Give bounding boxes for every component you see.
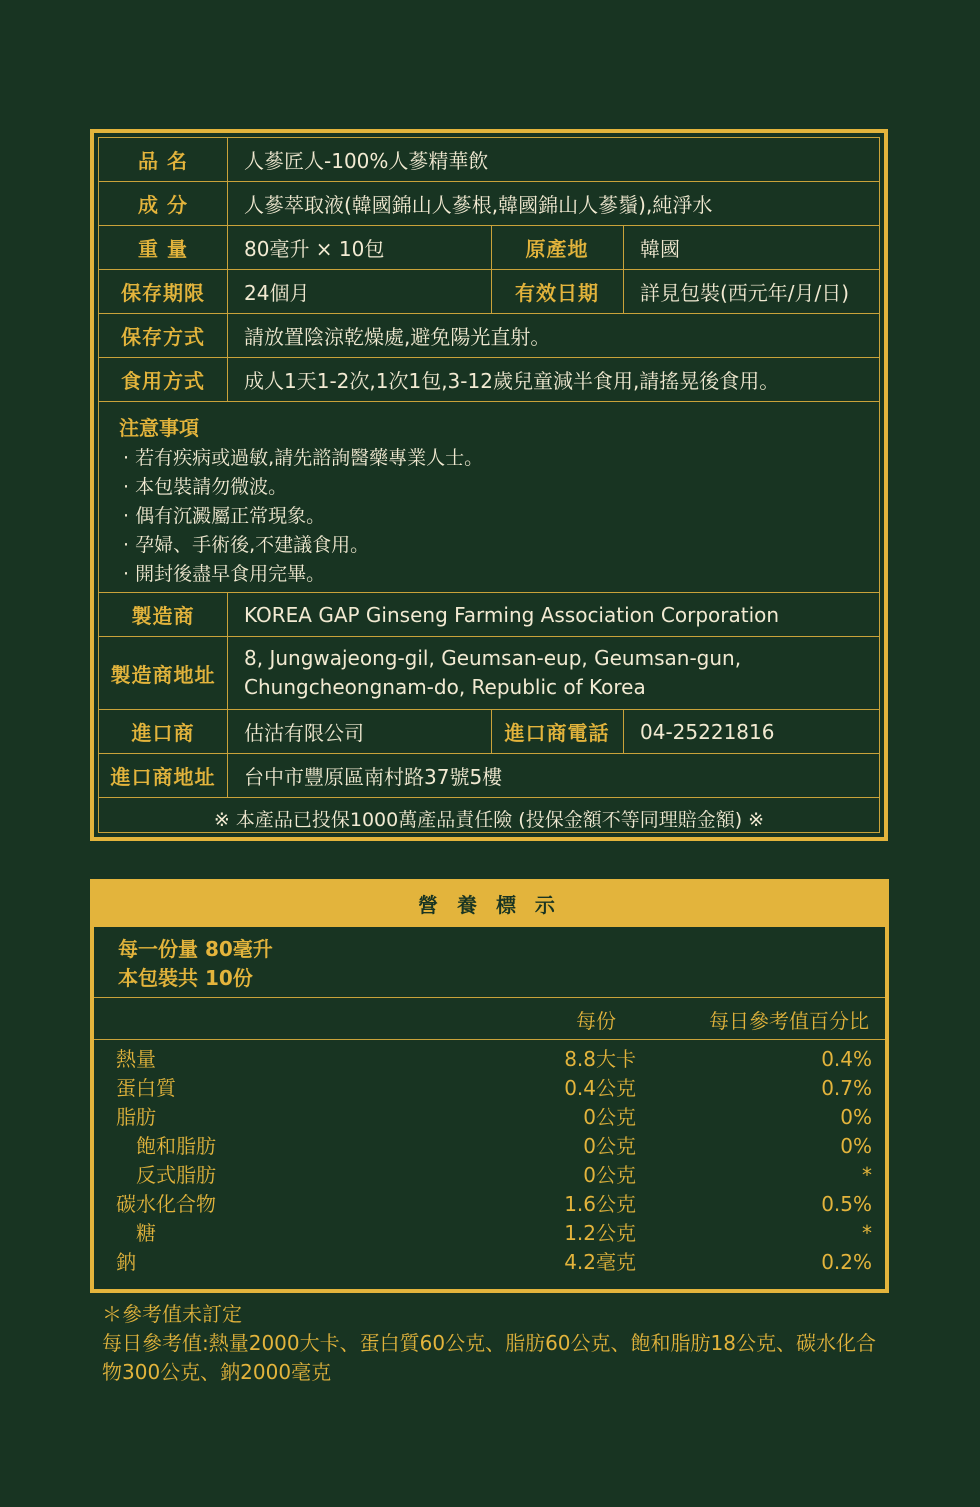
storage-value: 請放置陰涼乾燥處,避免陽光直射。 <box>244 325 551 349</box>
importer-address-label: 進口商地址 <box>110 765 216 789</box>
notes-item: · 若有疾病或過敏,請先諮詢醫藥專業人士。 <box>119 444 879 473</box>
table-row <box>116 1132 872 1161</box>
nutrient-daily-pct: * <box>862 1163 872 1187</box>
table-row <box>116 1074 872 1103</box>
product-name-value: 人蔘匠人-100%人蔘精華飲 <box>244 149 489 173</box>
manufacturer-address-line1: 8, Jungwajeong-gil, Geumsan-eup, Geumsan-gun, <box>244 646 742 670</box>
table-row <box>116 1045 872 1074</box>
importer-address-value: 台中市豐原區南村路37號5樓 <box>244 765 503 789</box>
row-storage <box>99 314 879 358</box>
manufacturer-address-line2: Chungcheongnam-do, Republic of Korea <box>244 675 646 699</box>
servings-per-package: 本包裝共 10份 <box>118 966 253 990</box>
weight-value: 80毫升 × 10包 <box>244 237 385 261</box>
manufacturer-value: KOREA GAP Ginseng Farming Association Corporation <box>244 602 780 627</box>
row-manufacturer-address <box>99 637 879 710</box>
nutrition-footnotes <box>102 1300 902 1387</box>
shelf-life-value: 24個月 <box>244 281 310 305</box>
nutrient-name: 反式脂肪 <box>136 1163 216 1187</box>
insurance-note: ※ 本產品已投保1000萬產品責任險 (投保金額不等同理賠金額) ※ <box>213 808 765 831</box>
nutrient-name: 脂肪 <box>116 1105 156 1129</box>
nutrient-amount: 1.2公克 <box>564 1221 636 1245</box>
manufacturer-address-value <box>227 637 879 709</box>
manufacturer-label: 製造商 <box>131 604 195 628</box>
nutrient-daily-pct: 0% <box>840 1134 872 1158</box>
nutrient-daily-pct: 0.7% <box>821 1076 872 1100</box>
table-row <box>116 1161 872 1190</box>
ingredients-value: 人蔘萃取液(韓國錦山人蔘根,韓國錦山人蔘鬚),純淨水 <box>244 193 713 217</box>
ingredients-label: 成 分 <box>138 193 188 217</box>
row-importer <box>99 710 879 754</box>
usage-label: 食用方式 <box>121 369 205 393</box>
usage-value: 成人1天1-2次,1次1包,3-12歲兒童減半食用,請搖晃後食用。 <box>244 369 780 393</box>
notes-item: · 孕婦、手術後,不建議食用。 <box>119 531 879 560</box>
notes-title: 注意事項 <box>119 416 199 440</box>
row-notes <box>99 402 879 593</box>
importer-value: 估沽有限公司 <box>244 721 364 745</box>
nutrition-title: 營 養 標 示 <box>94 879 885 927</box>
nutrition-rows <box>116 1045 872 1277</box>
col-per-serving: 每份 <box>576 1009 616 1033</box>
table-row <box>116 1190 872 1219</box>
importer-phone-value: 04-25221816 <box>640 719 775 744</box>
notes-item: · 偶有沉澱屬正常現象。 <box>119 502 879 531</box>
row-insurance <box>99 798 879 838</box>
nutrient-amount: 8.8大卡 <box>564 1047 636 1071</box>
origin-label: 原產地 <box>525 237 589 261</box>
storage-label: 保存方式 <box>121 325 205 349</box>
nutrient-amount: 0公克 <box>583 1163 636 1187</box>
shelf-life-label: 保存期限 <box>121 281 205 305</box>
footnote-reference: ＊參考值未訂定 <box>102 1302 242 1326</box>
notes-block <box>99 402 879 589</box>
col-daily-value: 每日參考值百分比 <box>709 1009 869 1033</box>
importer-label: 進口商 <box>131 721 195 745</box>
expiry-value: 詳見包裝(西元年/月/日) <box>640 281 850 305</box>
table-row <box>116 1219 872 1248</box>
nutrient-amount: 0.4公克 <box>564 1076 636 1100</box>
row-manufacturer <box>99 593 879 637</box>
nutrient-amount: 0公克 <box>583 1134 636 1158</box>
table-row <box>116 1103 872 1132</box>
nutrient-daily-pct: * <box>862 1221 872 1245</box>
footnote-daily-values: 每日參考值:熱量2000大卡、蛋白質60公克、脂肪60公克、飽和脂肪18公克、碳水化合物300公克、鈉2000毫克 <box>102 1331 876 1384</box>
row-weight-origin <box>99 226 879 270</box>
nutrient-amount: 1.6公克 <box>564 1192 636 1216</box>
weight-label: 重 量 <box>138 237 188 261</box>
row-shelf-life-expiry <box>99 270 879 314</box>
nutrient-name: 碳水化合物 <box>116 1192 216 1216</box>
nutrient-daily-pct: 0% <box>840 1105 872 1129</box>
product-info-table <box>90 129 888 841</box>
nutrient-daily-pct: 0.2% <box>821 1250 872 1274</box>
origin-value: 韓國 <box>640 237 680 261</box>
serving-info <box>118 935 273 993</box>
row-usage <box>99 358 879 402</box>
nutrition-table <box>90 879 889 1293</box>
importer-phone-label: 進口商電話 <box>504 721 610 745</box>
nutrient-name: 糖 <box>136 1221 156 1245</box>
nutrient-amount: 4.2毫克 <box>564 1250 636 1274</box>
expiry-label: 有效日期 <box>515 281 599 305</box>
serving-size: 每一份量 80毫升 <box>118 937 273 961</box>
notes-item: · 開封後盡早食用完畢。 <box>119 560 879 589</box>
row-product-name <box>99 138 879 182</box>
row-ingredients <box>99 182 879 226</box>
row-importer-address <box>99 754 879 798</box>
manufacturer-address-label: 製造商地址 <box>110 662 216 687</box>
nutrient-name: 飽和脂肪 <box>136 1134 216 1158</box>
nutrient-amount: 0公克 <box>583 1105 636 1129</box>
table-row <box>116 1248 872 1277</box>
notes-item: · 本包裝請勿微波。 <box>119 473 879 502</box>
nutrient-daily-pct: 0.5% <box>821 1192 872 1216</box>
nutrient-daily-pct: 0.4% <box>821 1047 872 1071</box>
nutrient-name: 蛋白質 <box>116 1076 176 1100</box>
nutrient-name: 鈉 <box>116 1250 136 1274</box>
product-name-label: 品 名 <box>138 149 188 173</box>
nutrient-name: 熱量 <box>116 1047 156 1071</box>
